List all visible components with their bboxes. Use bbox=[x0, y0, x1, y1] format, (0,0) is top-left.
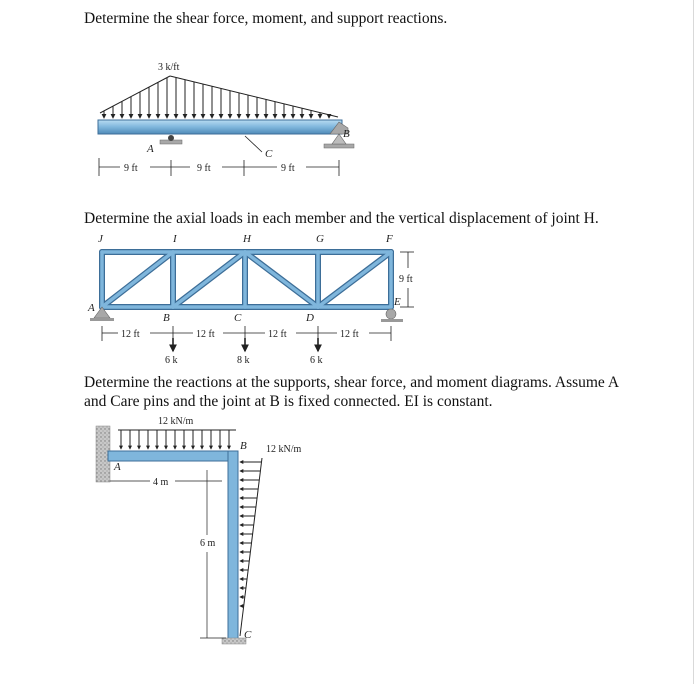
column-bc bbox=[228, 451, 238, 639]
point-b-label: B bbox=[343, 128, 350, 140]
span-label-1: 12 ft bbox=[121, 329, 140, 340]
dimension-label-3: 9 ft bbox=[281, 163, 295, 174]
joint-a-label: A bbox=[88, 302, 95, 314]
joint-e-label: E bbox=[394, 296, 401, 308]
point-a-label: A bbox=[114, 461, 121, 473]
joint-j-label: J bbox=[98, 233, 103, 245]
beam-ab bbox=[108, 451, 238, 461]
joint-h-label: H bbox=[243, 233, 251, 245]
joint-g-label: G bbox=[316, 233, 324, 245]
horizontal-load-label: 12 kN/m bbox=[158, 416, 194, 427]
height-dimension bbox=[200, 470, 226, 638]
load-label-c: 8 k bbox=[237, 355, 250, 366]
problem1-question: Determine the shear force, moment, and support reactions. bbox=[84, 10, 448, 27]
problem3-question: Determine the reactions at the supports, shear force, and moment diagrams. Assume A and Care pins and the joint at B is fixed connected. EI is constant. bbox=[84, 374, 619, 410]
height-label: 6 m bbox=[200, 538, 216, 549]
uniform-load-on-beam bbox=[118, 430, 236, 449]
triangular-load-on-column bbox=[240, 458, 262, 636]
joint-f-label: F bbox=[386, 233, 393, 245]
span-label-4: 12 ft bbox=[340, 329, 359, 340]
point-c-label: C bbox=[265, 148, 273, 160]
vertical-load-label: 12 kN/m bbox=[266, 444, 302, 455]
joint-d-label: D bbox=[306, 312, 314, 324]
point-a-label: A bbox=[147, 143, 154, 155]
joint-i-label: I bbox=[173, 233, 177, 245]
dimension-label-2: 9 ft bbox=[197, 163, 211, 174]
span-label-3: 12 ft bbox=[268, 329, 287, 340]
pin-support-c bbox=[222, 638, 246, 644]
joint-c-label: C bbox=[234, 312, 242, 324]
dimension-label-1: 9 ft bbox=[124, 163, 138, 174]
load-label-d: 6 k bbox=[310, 355, 323, 366]
joint-b-label: B bbox=[163, 312, 170, 324]
problem2-question: Determine the axial loads in each member and the vertical displacement of joint H. bbox=[84, 210, 599, 227]
point-b-label: B bbox=[240, 440, 247, 452]
load-label-b: 6 k bbox=[165, 355, 178, 366]
span-label-2: 12 ft bbox=[196, 329, 215, 340]
load-intensity-label: 3 k/ft bbox=[158, 62, 180, 73]
span-label: 4 m bbox=[153, 477, 169, 488]
height-label: 9 ft bbox=[399, 274, 413, 285]
point-c-label: C bbox=[244, 629, 252, 641]
